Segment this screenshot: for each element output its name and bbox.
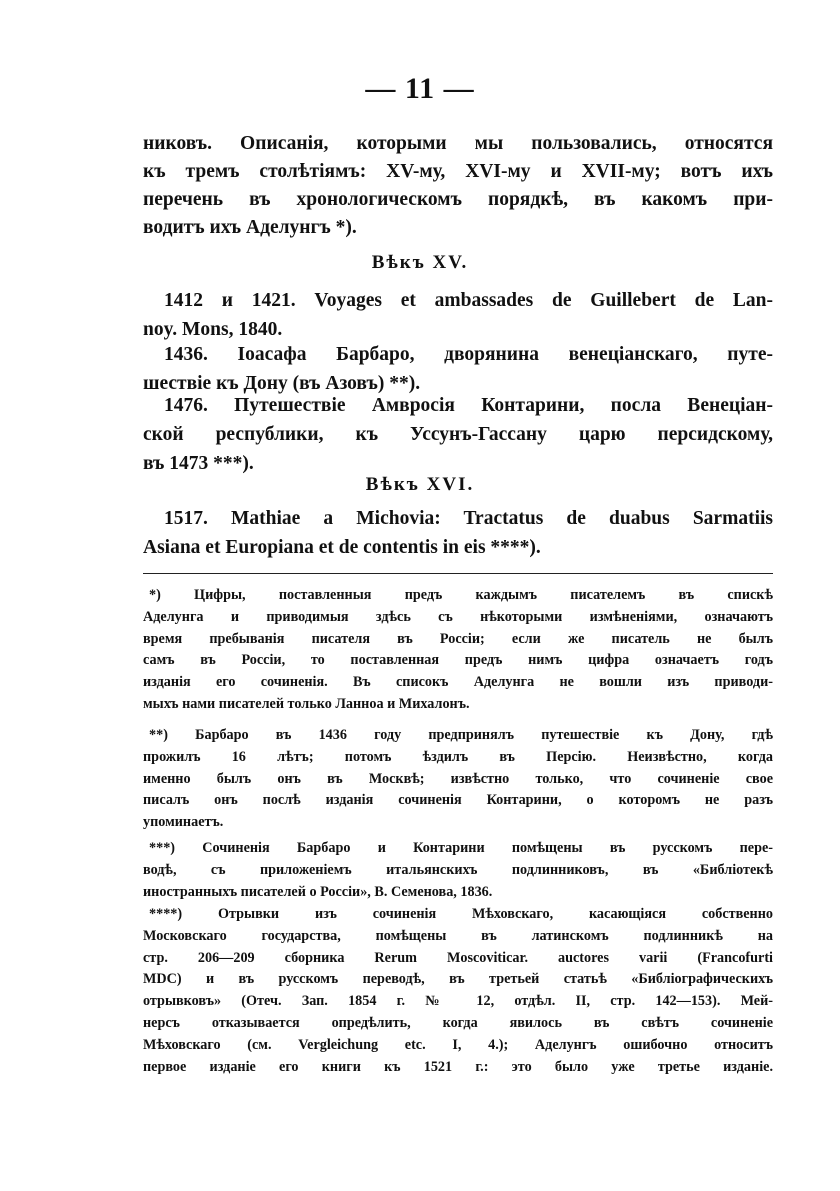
footnote-line: MDC) и въ русскомъ переводѣ, въ третьей статьѣ «Библіографическихъ: [143, 971, 773, 988]
entry-line: noy. Mons, 1840.: [143, 319, 283, 340]
footnote-1: [143, 585, 773, 716]
footnote-line: водѣ, съ приложеніемъ итальянскихъ подлинниковъ, въ «Библіотекѣ: [143, 861, 773, 878]
footnote-line: Московскаго государства, помѣщены въ латинскомъ подлинникѣ на: [143, 927, 773, 944]
footnote-line: первое изданіе его книги къ 1521 г.: это было уже третье изданіе.: [143, 1058, 773, 1075]
footnote-2: [143, 725, 773, 834]
entry-line: ской республики, къ Уссунъ-Гассану царю персидскому,: [143, 424, 773, 445]
footnote-divider: [143, 573, 773, 574]
intro-line: перечень въ хронологическомъ порядкѣ, въ какомъ при-: [143, 189, 773, 210]
section-heading-xvi: Вѣкъ XVI.: [365, 474, 475, 495]
footnote-3: [143, 838, 773, 903]
footnote-line: стр. 206—209 сборника Rerum Moscoviticar. auctores varii (Francofurti: [143, 949, 773, 966]
footnote-line: иностранныхъ писателей о Россіи», В. Семенова, 1836.: [143, 883, 493, 900]
entry-line: 1476. Путешествіе Амвросія Контарини, посла Венеціан-: [164, 395, 773, 416]
footnote-line: изданія его сочиненія. Въ списокъ Аделунга не вошли изъ приводи-: [143, 674, 773, 691]
entry-line: шествіе къ Дону (въ Азовъ) **).: [143, 373, 421, 394]
entry-1436-barbaro: [143, 340, 773, 398]
entry-line: 1436. Іоасафа Барбаро, дворянина венеціанскаго, путе-: [164, 344, 773, 365]
footnote-line: время пребыванія писателя въ Россіи; если же писатель не былъ: [143, 630, 773, 647]
entry-line: Asiana et Europiana et de contentis in eis ****).: [143, 537, 541, 558]
entry-line: 1517. Mathiae a Michovia: Tractatus de duabus Sarmatiis: [164, 508, 773, 529]
footnote-line: ***) Сочиненія Барбаро и Контарини помѣщены въ русскомъ пере-: [149, 840, 773, 856]
entry-line: 1412 и 1421. Voyages et ambassades de Guillebert de Lan-: [164, 290, 773, 311]
footnote-line: нерсъ отказывается опредѣлить, когда явилось въ свѣтъ сочиненіе: [143, 1014, 773, 1031]
section-heading-xv: Вѣкъ XV.: [371, 252, 469, 273]
intro-line: водитъ ихъ Аделунгъ *).: [143, 217, 357, 238]
footnote-line: упоминаетъ.: [143, 814, 224, 831]
page-number: — 11 —: [365, 72, 475, 105]
intro-line: къ тремъ столѣтіямъ: XV-му, XVI-му и XVII-му; вотъ ихъ: [143, 161, 773, 182]
footnote-line: Аделунга и приводимыя здѣсь съ нѣкоторыми измѣненіями, означаютъ: [143, 608, 773, 625]
footnote-4: [143, 904, 773, 1078]
entry-line: въ 1473 ***).: [143, 453, 254, 474]
intro-paragraph: [143, 130, 773, 242]
footnote-line: мыхъ нами писателей только Ланноа и Михалонъ.: [143, 695, 470, 712]
footnote-line: писалъ онъ послѣ изданія сочиненія Контарини, о которомъ не разъ: [143, 792, 773, 809]
footnote-line: прожилъ 16 лѣтъ; потомъ ѣздилъ въ Персію. Неизвѣстно, когда: [143, 748, 773, 765]
footnote-line: ****) Отрывки изъ сочиненія Мѣховскаго, касающіяся собственно: [149, 906, 773, 922]
footnote-line: именно былъ онъ въ Москвѣ; извѣстно только, что сочиненіе свое: [143, 770, 773, 787]
footnote-line: *) Цифры, поставленныя предъ каждымъ писателемъ въ спискѣ: [149, 587, 773, 603]
footnote-line: **) Барбаро въ 1436 году предпринялъ путешествіе къ Дону, гдѣ: [149, 727, 773, 743]
footnote-line: Мѣховскаго (см. Vergleichung etc. I, 4.); Аделунгъ ошибочно относитъ: [143, 1036, 773, 1053]
footnote-line: отрывковъ» (Отеч. Зап. 1854 г. № 12, отдѣл. II, стр. 142—153). Мей-: [143, 993, 773, 1010]
intro-line: никовъ. Описанія, которыми мы пользовались, относятся: [143, 133, 773, 154]
entry-1517-michovia: [143, 504, 773, 562]
footnote-line: самъ въ Россіи, то поставленная предъ нимъ цифра означаетъ годъ: [143, 652, 773, 669]
entry-1412-lannoy: [143, 286, 773, 344]
entry-1476-contarini: [143, 391, 773, 478]
